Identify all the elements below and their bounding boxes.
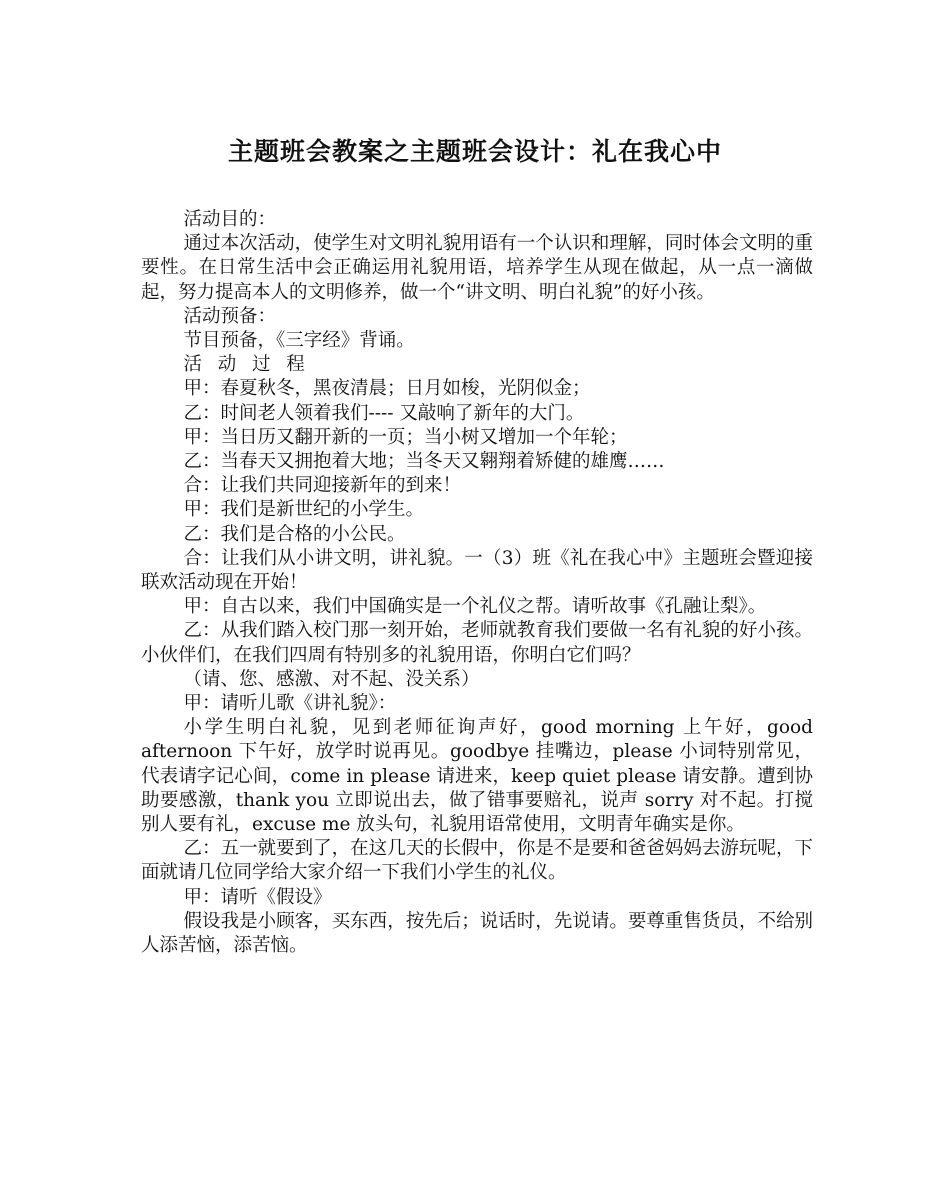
paragraph-note: （请、您、感激、对不起、没关系） [183,668,480,690]
paragraph-dialogue: 甲：我们是新世纪的小学生。 [183,499,425,521]
paragraph-poem: 假设我是小顾客，买东西，按先后；说话时，先说请。要尊重售货员，不给别人添苦恼，添苦恼。 [141,910,813,957]
paragraph-objective-text: 通过本次活动，使学生对文明礼貌用语有一个认识和理解，同时体会文明的重要性。在日常生活中会正确运用礼貌用语，培养学生从现在做起，从一点一滴做起，努力提高本人的文明修养，做一个“讲文明、明白礼貌”的好小孩。 [141,233,813,303]
paragraph-objective-heading: 活动目的： [183,209,277,230]
paragraph-dialogue: 甲：请听儿歌《讲礼貌》： [183,693,397,715]
document-body [141,208,813,958]
paragraph-dialogue: 乙：当春天又拥抱着大地；当冬天又翱翔着矫健的雄鹰…… [183,451,665,473]
paragraph-dialogue: 合：让我们从小讲文明，讲礼貌。一（3）班《礼在我心中》主题班会暨迎接联欢活动现在开始！ [141,547,813,594]
paragraph-dialogue: 乙：时间老人领着我们---- 又敲响了新年的大门。 [183,402,585,424]
paragraph-dialogue: 甲：春夏秋冬，黑夜清晨；日月如梭，光阴似金； [183,378,591,400]
paragraph-dialogue: 甲：自古以来，我们中国确实是一个礼仪之帮。请听故事《孔融让梨》。 [183,596,767,618]
document-title: 主题班会教案之主题班会设计：礼在我心中 [227,137,722,166]
paragraph-dialogue: 乙：我们是合格的小公民。 [183,523,406,545]
paragraph-preparation-text: 节目预备，《三字经》背诵。 [183,330,415,352]
paragraph-dialogue: 合：让我们共同迎接新年的到来！ [183,475,462,497]
paragraph-preparation-heading: 活动预备： [183,305,277,327]
paragraph-dialogue: 甲：当日历又翻开新的一页；当小树又增加一个年轮； [183,426,628,448]
paragraph-dialogue: 乙：五一就要到了，在这几天的长假中，你是不是要和爸爸妈妈去游玩呢，下面就请几位同学给大家介绍一下我们小学生的礼仪。 [141,838,813,884]
paragraph-song: 小学生明白礼貌，见到老师征询声好，good morning 上午好，good afternoon 下午好，放学时说再见。goodbye 挂嘴边，please 小词特别常见，代表请字记心间，come in please 请进来，keep quiet please 请安静。遭到协助要感激，thank you 立即说出去，做了错事要赔礼，说声 sorry 对不起。打搅别人要有礼，excuse me 放头句，礼貌用语常使用，文明青年确实是你。 [141,717,814,836]
paragraph-process-heading: 活动过程 [183,354,321,376]
paragraph-dialogue: 乙：从我们踏入校门那一刻开始，老师就教育我们要做一名有礼貌的好小孩。小伙伴们，在我们四周有特别多的礼貌用语，你明白它们吗？ [141,620,813,666]
paragraph-dialogue: 甲：请听《假设》 [183,886,332,908]
